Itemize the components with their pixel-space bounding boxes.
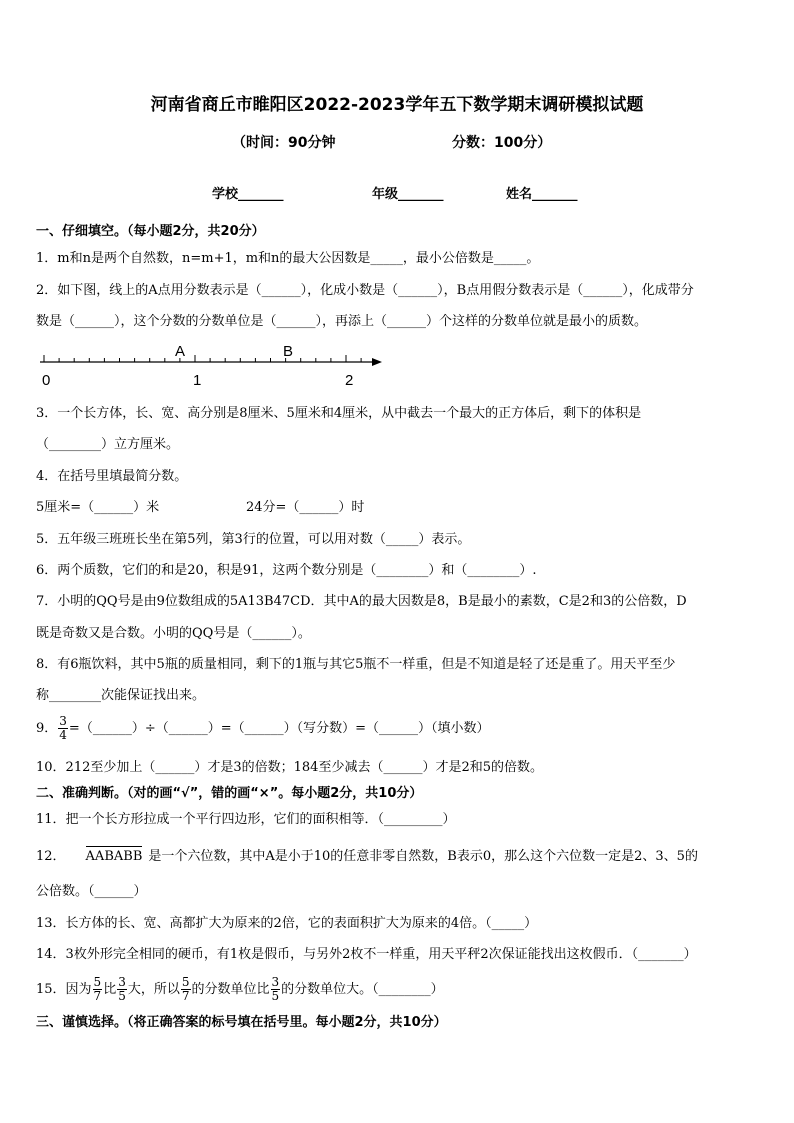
question-3-line1: 3．一个长方体，长、宽、高分别是8厘米、5厘米和4厘米，从中截去一个最大的正方体后，剩下的体积是 (36, 406, 642, 421)
question-9-number: 9． (36, 721, 58, 736)
question-15 (36, 972, 444, 1008)
question-10: 10．212至少加上（______）才是3的倍数；184至少减去（______）才是2和5的倍数。 (36, 760, 543, 775)
fraction-3-5 (117, 976, 127, 1003)
fraction-5-7 (181, 976, 191, 1003)
fraction-numerator: 5 (181, 975, 190, 989)
question-15-text-c: 大，所以 (127, 982, 180, 997)
question-2-line1: 2．如下图，线上的A点用分数表示是（______），化成小数是（______），B点用假分数表示是（______），化成带分 (36, 283, 694, 298)
question-9-text: =（______）÷（______）=（______）（写分数）=（______）（填小数） (68, 721, 490, 736)
overlined-number: AABABB (86, 846, 143, 865)
question-12-number: 12． (36, 849, 66, 864)
question-2-line2: 数是（______），这个分数的分数单位是（______），再添上（______）个这样的分数单位就是最小的质数。 (36, 314, 648, 329)
question-13: 13．长方体的长、宽、高都扩大为原来的2倍，它的表面积扩大为原来的4倍。（_____） (36, 916, 538, 931)
fraction-denominator: 5 (118, 989, 126, 1003)
question-12-line1 (36, 846, 698, 865)
question-7-line2: 既是奇数又是合数。小明的QQ号是（______）。 (36, 626, 311, 641)
point-a-label: A (175, 343, 186, 360)
fraction-denominator: 5 (271, 989, 280, 1003)
question-5: 5．五年级三班班长坐在第5列，第3行的位置，可以用对数（_____）表示。 (36, 532, 471, 547)
question-6: 6．两个质数，它们的和是20，积是91，这两个数分别是（________）和（________）. (36, 563, 537, 578)
question-11: 11．把一个长方形拉成一个平行四边形，它们的面积相等．（_________） (36, 812, 456, 827)
exam-score: 分数：100分） (452, 135, 552, 151)
point-b-label: B (283, 343, 294, 360)
question-12-line2: 公倍数。（______） (36, 884, 147, 899)
question-9 (36, 714, 490, 744)
question-12-text: 是一个六位数，其中A是小于10的任意非零自然数，B表示0，那么这个六位数一定是2、3、5的 (148, 849, 698, 864)
school-field: 学校_______ (212, 187, 284, 202)
fraction-numerator: 3 (271, 975, 280, 989)
tick-label-1: 1 (193, 372, 202, 389)
fraction-denominator: 7 (93, 989, 102, 1003)
section1-heading: 一、仔细填空。（每小题2分，共20分） (36, 224, 265, 239)
question-14: 14．3枚外形完全相同的硬币，有1枚是假币，与另外2枚不一样重，用天平秤2次保证能找出这枚假币．（_______） (36, 947, 697, 962)
fraction-3-5 (271, 976, 281, 1003)
question-8-line1: 8．有6瓶饮料，其中5瓶的质量相同，剩下的1瓶与其它5瓶不一样重，但是不知道是轻了还是重了。用天平至少 (36, 657, 676, 672)
question-15-text-d: 的分数单位比 (191, 982, 270, 997)
section2-heading: 二、准确判断。（对的画“√”，错的画“×”。每小题2分，共10分） (36, 786, 423, 801)
question-15-text-b: 比 (103, 982, 117, 997)
fraction-denominator: 4 (59, 728, 67, 742)
page-title: 河南省商丘市睢阳区2022-2023学年五下数学期末调研模拟试题 (150, 95, 644, 115)
question-4a: 5厘米=（______）米 (36, 500, 160, 515)
section3-heading: 三、谨慎选择。（将正确答案的标号填在括号里。每小题2分，共10分） (36, 1015, 447, 1030)
question-1: 1．m和n是两个自然数，n=m+1，m和n的最大公因数是_____，最小公倍数是_____。 (36, 251, 540, 266)
question-7-line1: 7．小明的QQ号是由9位数组成的5A13B47CD．其中A的最大因数是8，B是最小的素数，C是2和3的公倍数，D (36, 594, 687, 609)
tick-label-0: 0 (42, 372, 51, 389)
question-3-line2: （________）立方厘米。 (36, 437, 180, 452)
fraction-denominator: 7 (181, 989, 190, 1003)
fraction-numerator: 3 (59, 714, 67, 728)
question-15-text-e: 的分数单位大。（________） (281, 982, 444, 997)
fraction-3-4 (58, 715, 68, 742)
question-15-text-a: 15．因为 (36, 982, 92, 997)
grade-field: 年级_______ (372, 187, 444, 202)
number-line (36, 340, 396, 390)
question-4: 4．在括号里填最简分数。 (36, 469, 188, 484)
name-field: 姓名_______ (506, 187, 578, 202)
question-4b: 24分=（______）时 (246, 500, 365, 515)
exam-time: （时间：90分钟 (232, 135, 336, 151)
question-8-line2: 称________次能保证找出来。 (36, 688, 206, 703)
fraction-5-7 (93, 976, 103, 1003)
tick-label-2: 2 (345, 372, 354, 389)
fraction-numerator: 5 (93, 975, 102, 989)
fraction-numerator: 3 (118, 975, 126, 989)
